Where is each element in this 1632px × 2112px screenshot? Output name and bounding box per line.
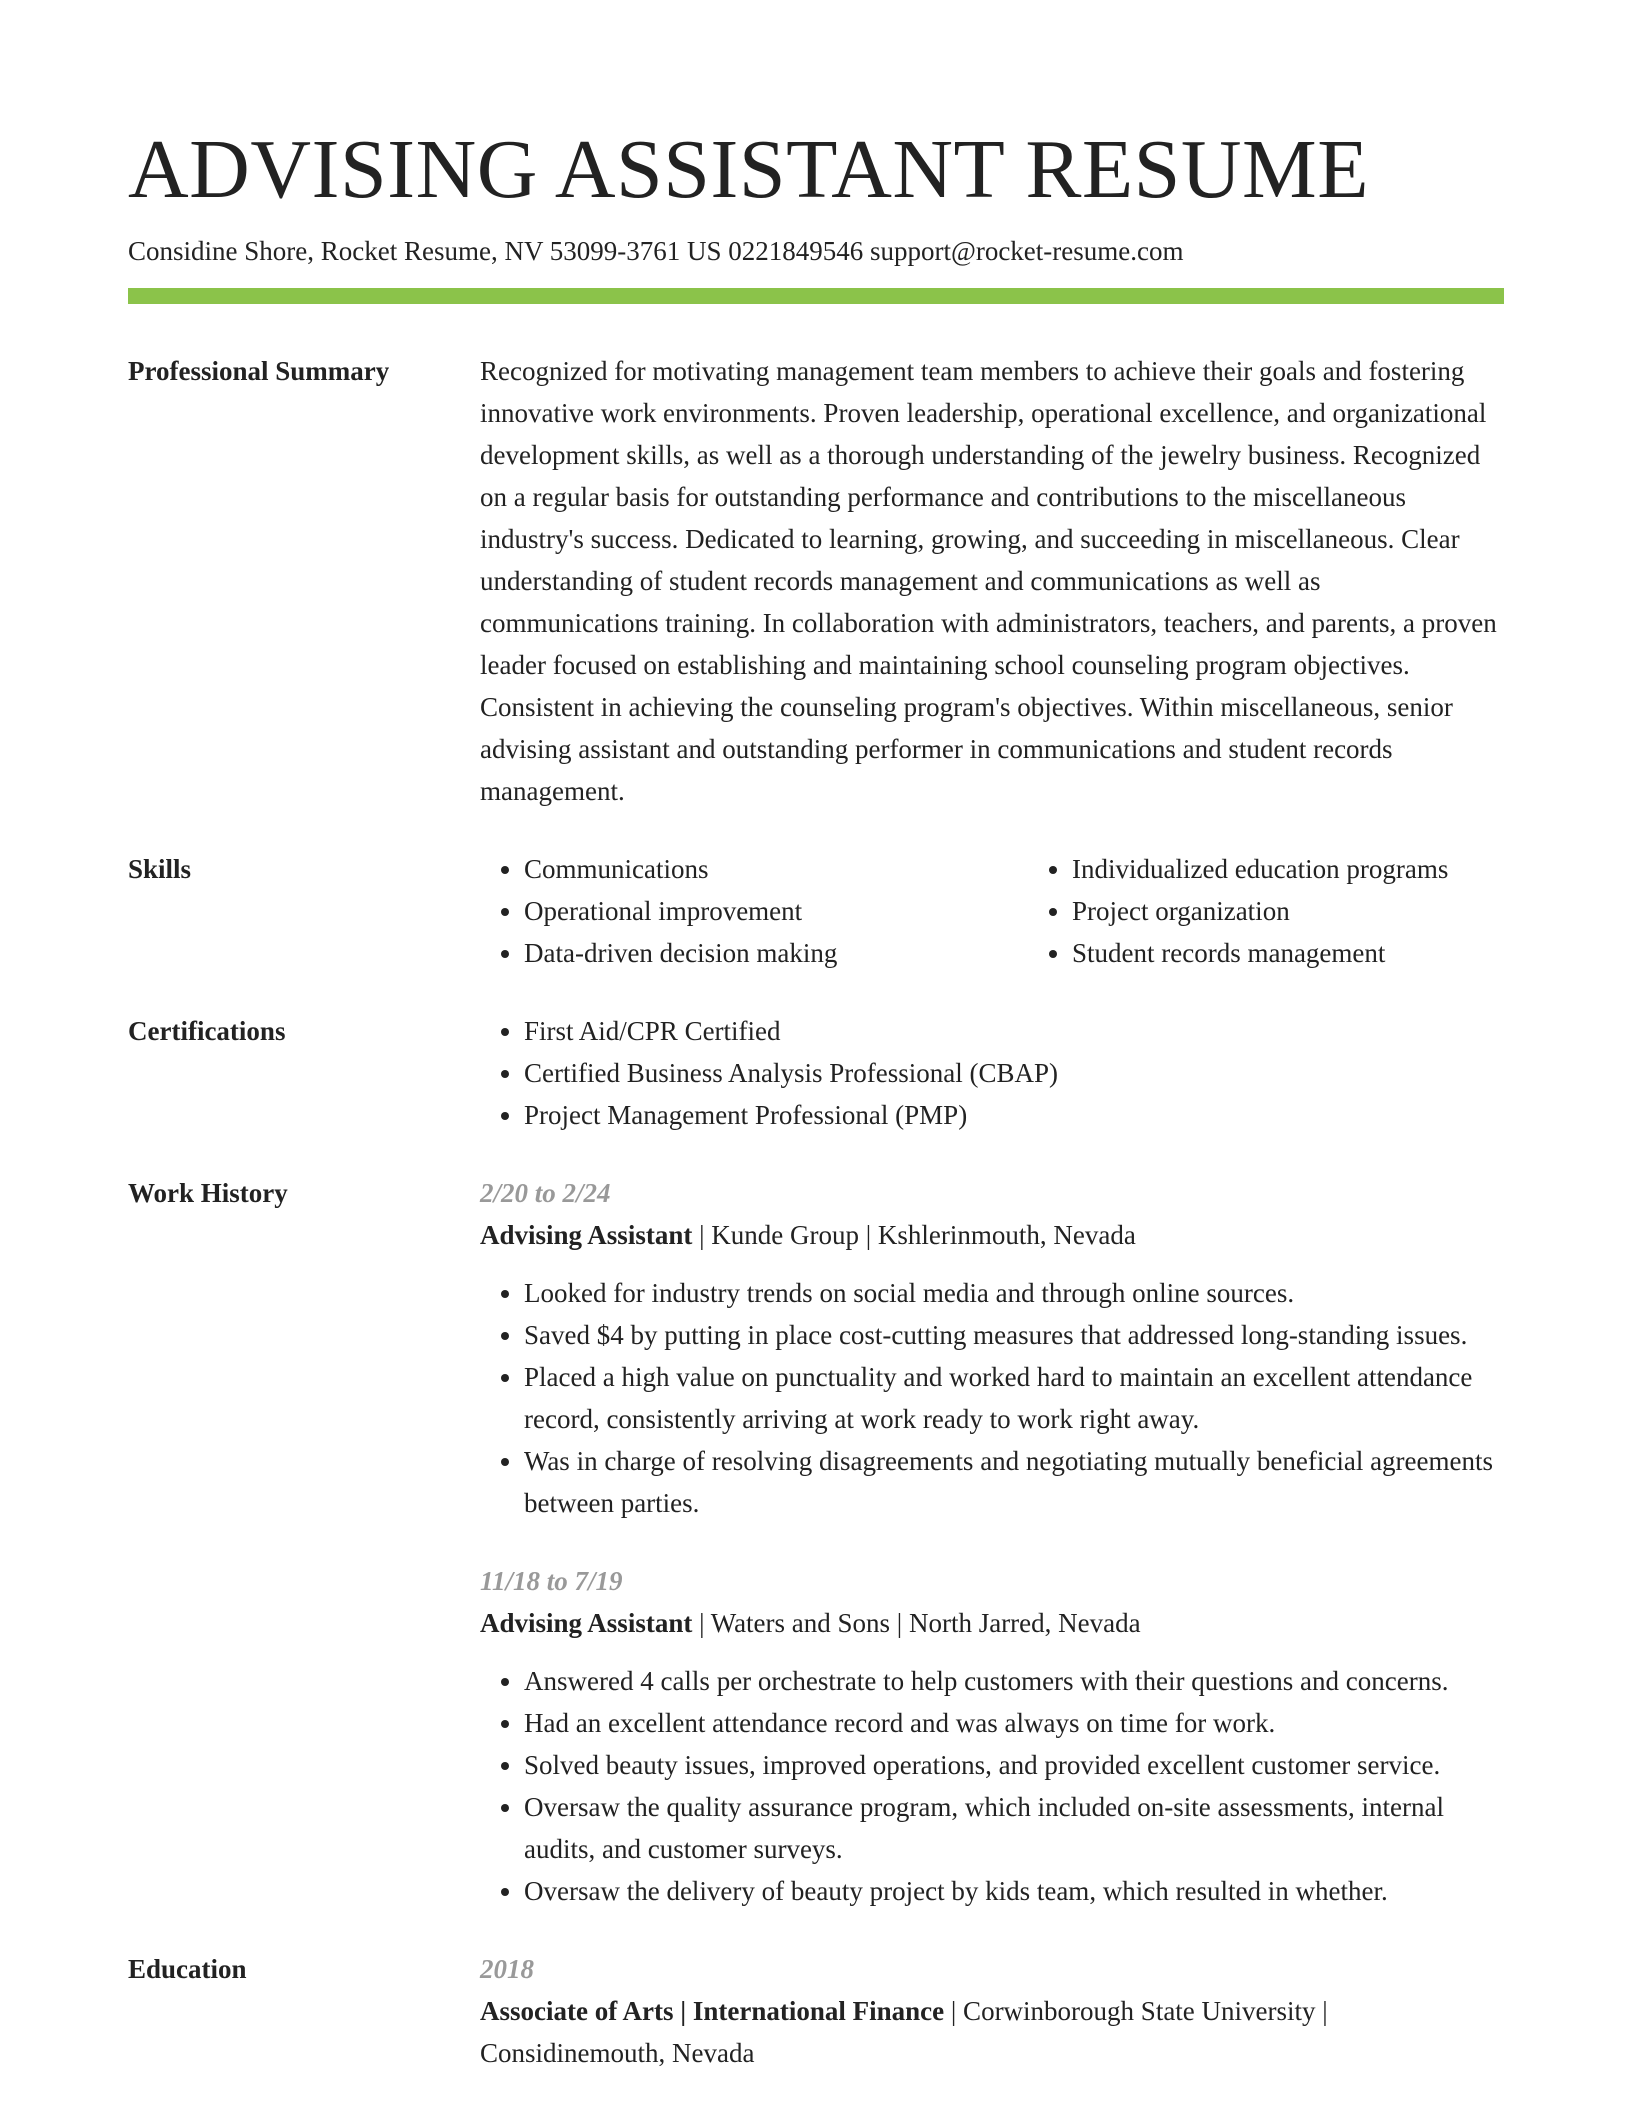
section-label-work-history: Work History [128,1178,288,1208]
education-year: 2018 [480,1954,534,1984]
job-details: | Kunde Group | Kshlerinmouth, Nevada [692,1220,1136,1250]
job-dates: 11/18 to 7/19 [480,1566,623,1596]
skill-item: • Data-driven decision making [524,932,1028,974]
skills-list-left [480,848,1028,974]
job-role-line [480,1214,1504,1256]
job-bullets [480,1660,1504,1912]
job-bullet: • Saved $4 by putting in place cost-cutting measures that addressed long-standing issues. [524,1314,1504,1356]
skills-section [128,848,1504,974]
section-label-certifications: Certifications [128,1016,286,1046]
job-dates: 2/20 to 2/24 [480,1178,611,1208]
work-history-section [128,1172,1504,1912]
contact-line: Considine Shore, Rocket Resume, NV 53099-3761 US 0221849546 support@rocket-resume.com [128,236,1184,266]
job-bullet: • Was in charge of resolving disagreements and negotiating mutually beneficial agreements between parties. [524,1440,1504,1524]
job-title: Advising Assistant [480,1608,693,1638]
certifications-section [128,1010,1504,1136]
section-label-skills: Skills [128,854,192,884]
job-bullet: • Placed a high value on punctuality and worked hard to maintain an excellent attendance record, consistently arriving at work ready to work right away. [524,1356,1504,1440]
certification-item: • Certified Business Analysis Professional (CBAP) [524,1052,1504,1094]
job-entry [480,1560,1504,1912]
accent-divider [128,288,1504,304]
skills-grid [480,848,1576,974]
job-bullet: • Looked for industry trends on social media and through online sources. [524,1272,1504,1314]
resume-page [128,120,1504,2074]
education-details: | Corwinborough State University | Considinemouth, Nevada [480,1996,1328,2068]
skills-list-right [1028,848,1576,974]
job-entry [480,1172,1504,1524]
job-bullet: • Answered 4 calls per orchestrate to help customers with their questions and concerns. [524,1660,1504,1702]
job-bullet: • Oversaw the quality assurance program, which included on-site assessments, internal audits, and customer surveys. [524,1786,1504,1870]
resume-title: ADVISING ASSISTANT RESUME [128,123,1370,216]
skill-item: • Operational improvement [524,890,1028,932]
section-label-summary: Professional Summary [128,356,390,386]
skill-item: • Project organization [1072,890,1576,932]
certification-item: • Project Management Professional (PMP) [524,1094,1504,1136]
job-bullet: • Solved beauty issues, improved operations, and provided excellent customer service. [524,1744,1504,1786]
section-label-education: Education [128,1954,247,1984]
skill-item: • Communications [524,848,1028,890]
certification-item: • First Aid/CPR Certified [524,1010,1504,1052]
job-title: Advising Assistant [480,1220,693,1250]
education-section [128,1948,1504,2074]
skill-item: • Individualized education programs [1072,848,1576,890]
education-line [480,1990,1504,2074]
education-degree: Associate of Arts | International Finance [480,1996,945,2026]
certifications-list [480,1010,1504,1136]
job-bullet: • Had an excellent attendance record and was always on time for work. [524,1702,1504,1744]
job-role-line [480,1602,1504,1644]
job-bullet: • Oversaw the delivery of beauty project by kids team, which resulted in whether. [524,1870,1504,1912]
summary-text: Recognized for motivating management team members to achieve their goals and fostering innovative work environments. Proven leadership, operational excellence, and organizational development skills, as well as a thorough understanding of the jewelry business. Recognized on a regular basis for outstanding performance and contributions to the miscellaneous industry's success. Dedicated to learning, growing, and succeeding in miscellaneous. Clear understanding of student records management and communications as well as communications training. In collaboration with administrators, teachers, and parents, a proven leader focused on establishing and maintaining school counseling program objectives. Consistent in achieving the counseling program's objectives. Within miscellaneous, senior advising assistant and outstanding performer in communications and student records management. [480,356,1497,806]
summary-section [128,350,1504,812]
job-details: | Waters and Sons | North Jarred, Nevada [692,1608,1141,1638]
job-bullets [480,1272,1504,1524]
skill-item: • Student records management [1072,932,1576,974]
